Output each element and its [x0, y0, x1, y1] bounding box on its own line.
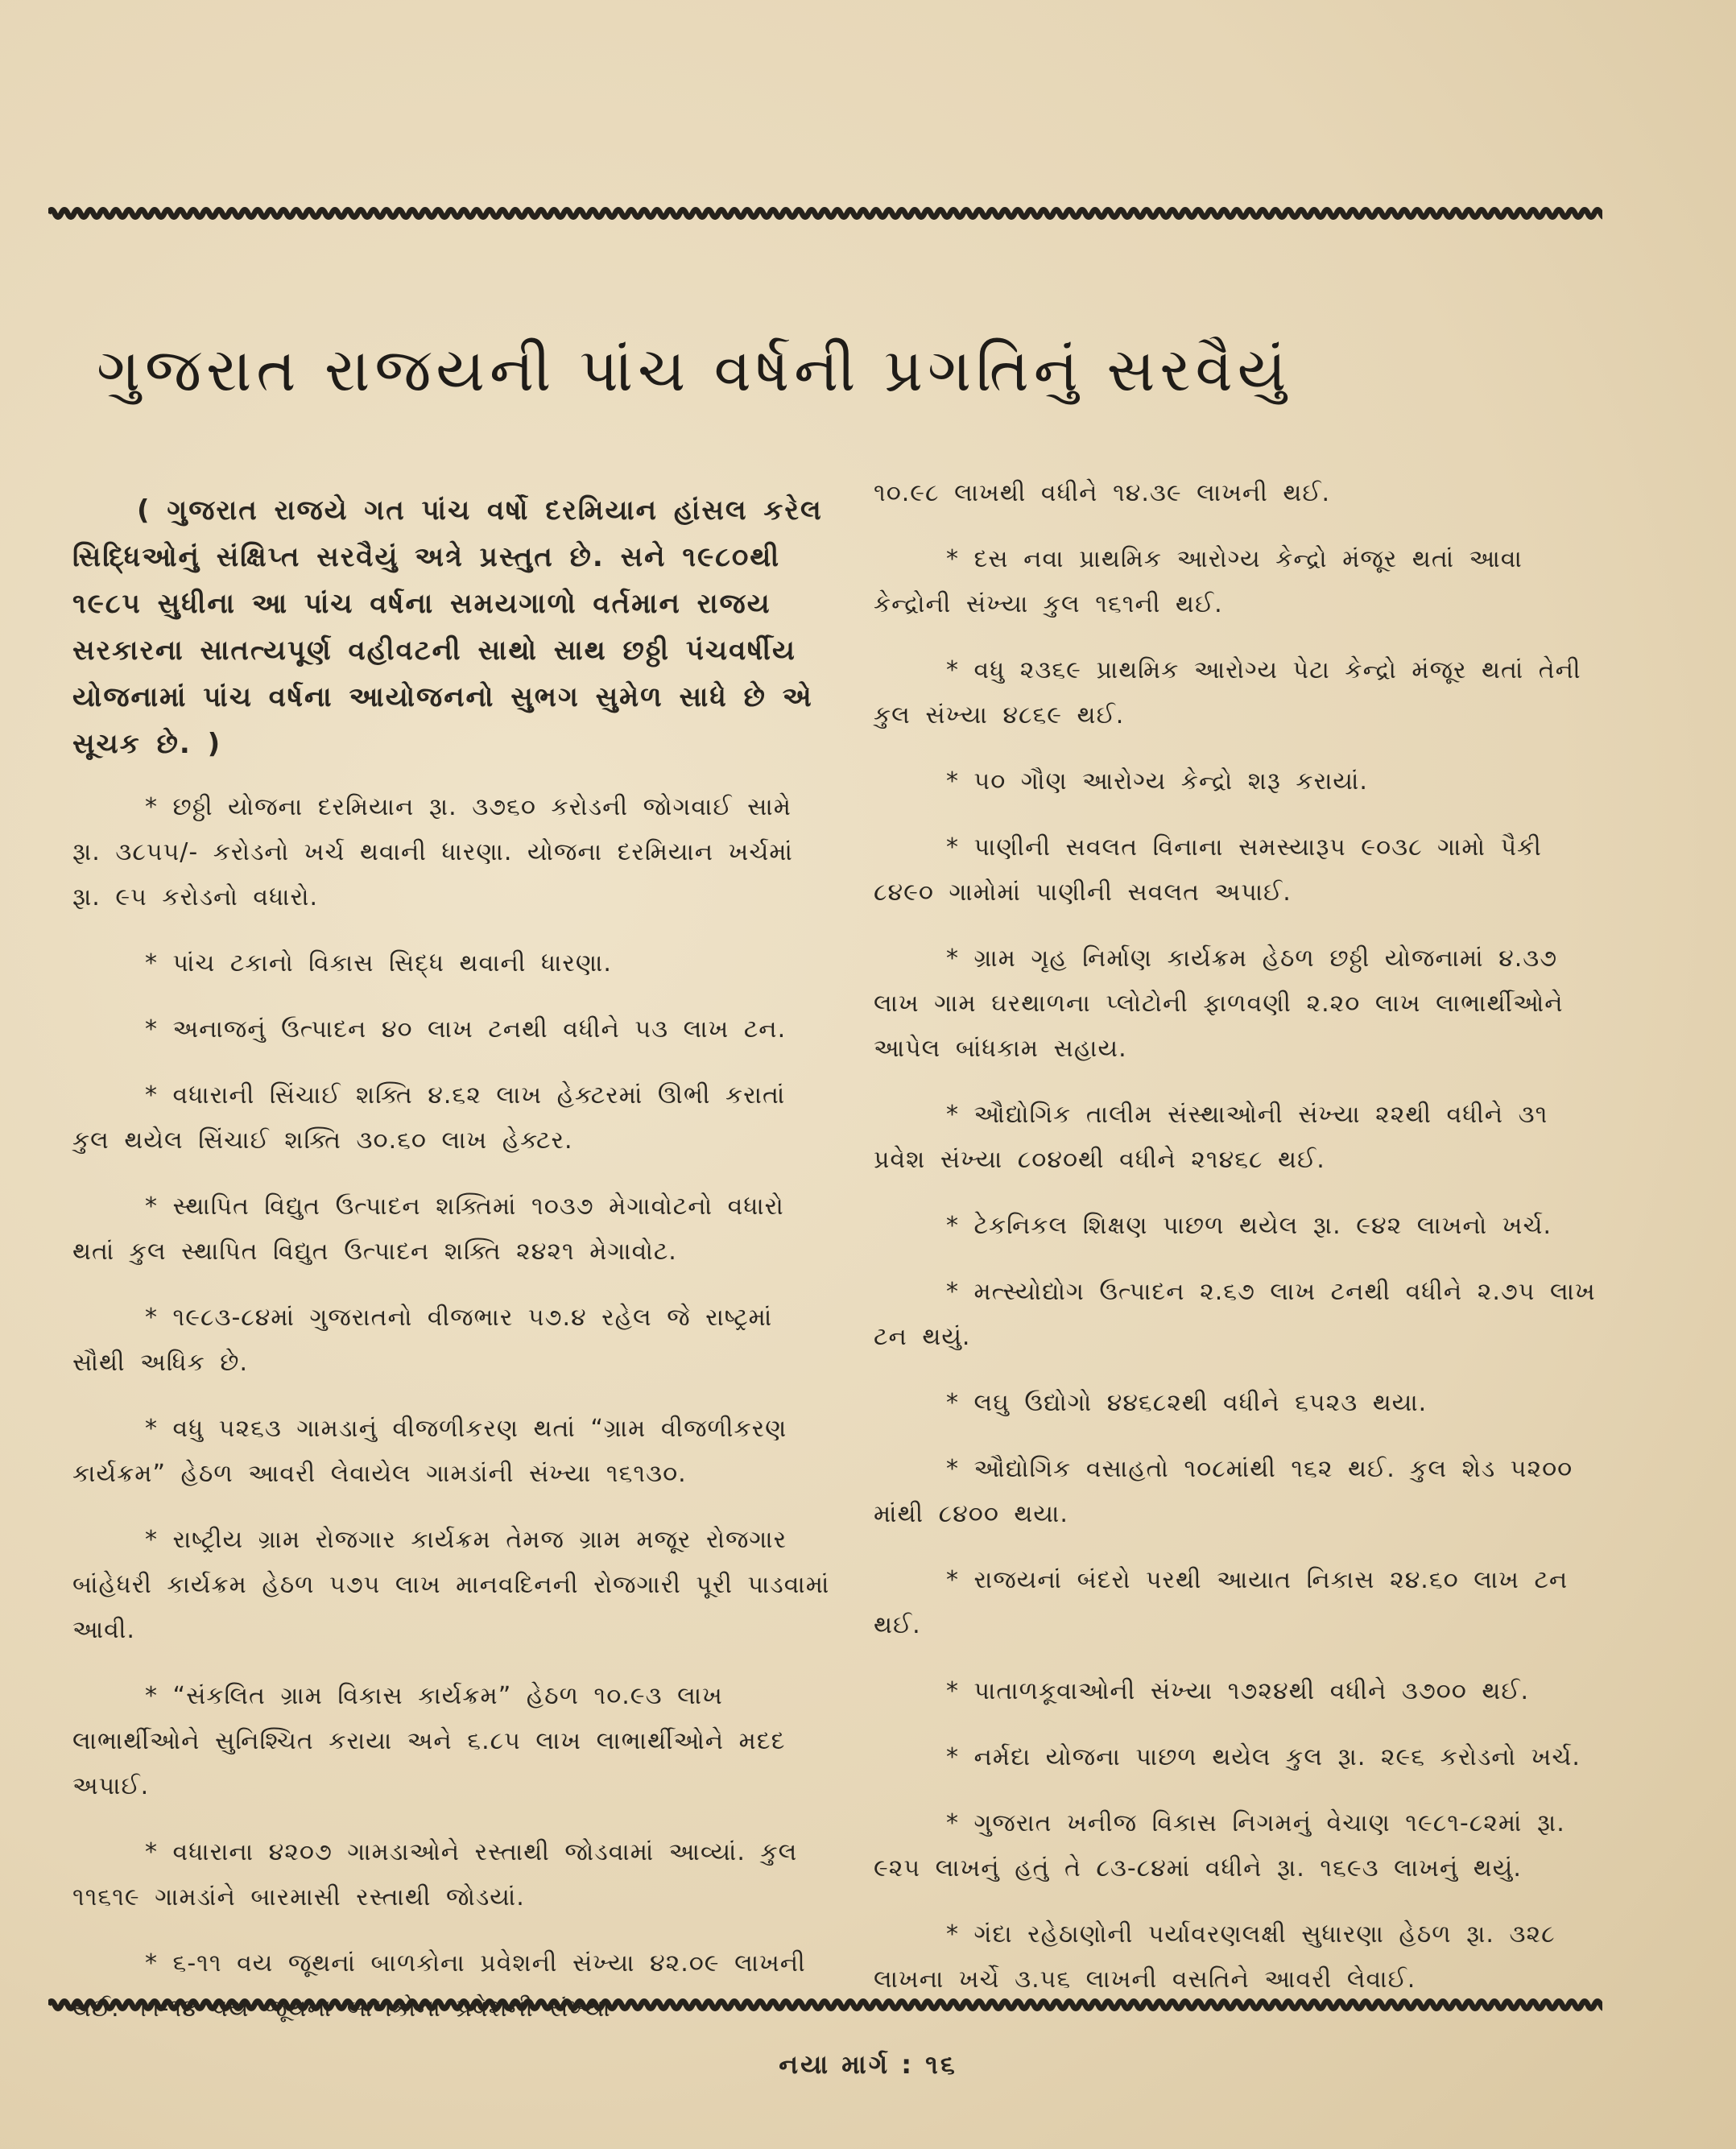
list-item: * દસ નવા પ્રાથમિક આરોગ્ય કેન્દ્રો મંજૂર થતાં આવા કેન્દ્રોની સંખ્યા કુલ ૧૬૧ની થઈ. — [874, 545, 1523, 618]
list-item: * “સંકલિત ગ્રામ વિકાસ કાર્યક્રમ” હેઠળ ૧૦.૯૩ લાખ લાભાર્થીઓને સુનિશ્ચિત કરાયા અને ૬.૮૫ લાખ લાભાર્થીઓને મદદ અપાઈ. — [72, 1682, 786, 1800]
left-column — [72, 471, 833, 2052]
list-item: * ટેકનિકલ શિક્ષણ પાછળ થયેલ રૂા. ૯૪૨ લાખનો ખર્ચ. — [946, 1212, 1552, 1240]
list-item: * વધુ ૨૩૬૯ પ્રાથમિક આરોગ્ય પેટા કેન્દ્રો મંજૂર થતાં તેની કુલ સંખ્યા ૪૮૬૯ થઈ. — [874, 656, 1581, 729]
list-item: * ઔદ્યોગિક તાલીમ સંસ્થાઓની સંખ્યા ૨૨થી વધીને ૩૧ પ્રવેશ સંખ્યા ૮૦૪૦થી વધીને ૨૧૪૬૮ થઈ. — [874, 1101, 1548, 1174]
list-item: * અનાજનું ઉત્પાદન ૪૦ લાખ ટનથી વધીને ૫૩ લાખ ટન. — [145, 1015, 787, 1044]
list-item: * વધારાની સિંચાઈ શક્તિ ૪.૬૨ લાખ હેક્ટરમાં ઊભી કરાતાં કુલ થયેલ સિંચાઈ શક્તિ ૩૦.૬૦ લાખ હેક્ટર. — [72, 1081, 786, 1155]
list-item: * સ્થાપિત વિદ્યુત ઉત્પાદન શક્તિમાં ૧૦૩૭ મેગાવોટનો વધારો થતાં કુલ સ્થાપિત વિદ્યુત ઉત્પાદન શક્તિ ૨૪૨૧ મેગાવોટ. — [72, 1192, 784, 1266]
list-item: * પાંચ ટકાનો વિકાસ સિદ્ધ થવાની ધારણા. — [145, 949, 612, 977]
list-item: * પાણીની સવલત વિનાના સમસ્યારૂપ ૯૦૩૮ ગામો પૈકી ૮૪૯૦ ગામોમાં પાણીની સવલત અપાઈ. — [874, 833, 1542, 907]
list-item: * ૧૯૮૩-૮૪માં ગુજરાતનો વીજભાર ૫૭.૪ રહેલ જે રાષ્ટ્રમાં સૌથી અધિક છે. — [72, 1304, 773, 1377]
list-item: * ગંદા રહેઠાણોની પર્યાવરણલક્ષી સુધારણા હેઠળ રૂા. ૩૨૮ લાખના ખર્ચે ૩.૫૬ લાખની વસતિને આવરી લેવાઈ. — [874, 1920, 1556, 1994]
right-column — [874, 471, 1598, 2023]
decorative-wavy-rule-bottom — [48, 1993, 1602, 2017]
intro-paragraph: ( ગુજરાત રાજયે ગત પાંચ વર્ષો દરમિયાન હાંસલ કરેલ સિદ્ધિઓનું સંક્ષિપ્ત સરવૈયું અત્રે પ્રસ્તુત છે. સને ૧૯૮૦થી ૧૯૮૫ સુધીના આ પાંચ વર્ષના સમયગાળો વર્તમાન રાજય સરકારના સાતત્યપૂર્ણ વહીવટની સાથો સાથ છઠ્ઠી પંચવર્ષીય યોજનામાં પાંચ વર્ષના આયોજનનો સુભગ સુમેળ સાધે છે એ સૂચક છે. ) — [72, 494, 823, 760]
list-item: * ૬-૧૧ વય જૂથનાં બાળકોના પ્રવેશની સંખ્યા ૪૨.૦૯ લાખની થઈ. ૧૧-૧૪ વય જૂથના બાળકોના પ્રવેશની સંખ્યા — [72, 1949, 806, 2023]
list-item: * વધારાના ૪૨૦૭ ગામડાઓને રસ્તાથી જોડવામાં આવ્યાં. કુલ ૧૧૬૧૯ ગામડાંને બારમાસી રસ્તાથી જોડયાં. — [72, 1838, 798, 1911]
list-item: * ગુજરાત ખનીજ વિકાસ નિગમનું વેચાણ ૧૯૮૧-૮૨માં રૂા. ૯૨૫ લાખનું હતું તે ૮૩-૮૪માં વધીને રૂા. ૧૬૯૩ લાખનું થયું. — [874, 1809, 1565, 1882]
decorative-wavy-rule-top — [48, 201, 1602, 225]
list-item: * મત્સ્યોદ્યોગ ઉત્પાદન ૨.૬૭ લાખ ટનથી વધીને ૨.૭૫ લાખ ટન થયું. — [874, 1278, 1596, 1351]
page-title: ગુજરાત રાજયની પાંચ વર્ષની પ્રગતિનું સરવૈયું — [97, 335, 1292, 405]
list-item: * ગ્રામ ગૃહ નિર્માણ કાર્યક્રમ હેઠળ છઠ્ઠી યોજનામાં ૪.૩૭ લાખ ગામ ઘરથાળના પ્લોટોની ફાળવણી ૨.૨૦ લાખ લાભાર્થીઓને આપેલ બાંધકામ સહાય. — [874, 944, 1564, 1063]
list-item: * પાતાળકૂવાઓની સંખ્યા ૧૭૨૪થી વધીને ૩૭૦૦ થઈ. — [946, 1677, 1530, 1705]
continued-text: ૧૦.૯૮ લાખથી વધીને ૧૪.૩૯ લાખની થઈ. — [874, 479, 1331, 507]
page-footer: નયા માર્ગ : ૧૬ — [779, 2049, 957, 2080]
list-item: * રાજયનાં બંદરો પરથી આયાત નિકાસ ૨૪.૬૦ લાખ ટન થઈ. — [874, 1566, 1569, 1639]
list-item: * છઠ્ઠી યોજના દરમિયાન રૂા. ૩૭૬૦ કરોડની જોગવાઈ સામે રૂા. ૩૮૫૫/- કરોડનો ખર્ચ થવાની ધારણા. યોજના દરમિયાન ખર્ચમાં રૂા. ૯૫ કરોડનો વધારો. — [72, 793, 793, 911]
list-item: * નર્મદા યોજના પાછળ થયેલ કુલ રૂા. ૨૯૬ કરોડનો ખર્ચ. — [946, 1743, 1581, 1771]
list-item: * ૫૦ ગૌણ આરોગ્ય કેન્દ્રો શરૂ કરાયાં. — [946, 767, 1368, 796]
list-item: * રાષ્ટ્રીય ગ્રામ રોજગાર કાર્યક્રમ તેમજ ગ્રામ મજૂર રોજગાર બાંહેધરી કાર્યક્રમ હેઠળ ૫૭૫ લાખ માનવદિનની રોજગારી પૂરી પાડવામાં આવી. — [72, 1526, 830, 1644]
list-item: * લઘુ ઉદ્યોગો ૪૪૬૮૨થી વધીને ૬૫૨૩ થયા. — [946, 1389, 1428, 1417]
list-item: * ઔદ્યોગિક વસાહતો ૧૦૮માંથી ૧૬૨ થઈ. કુલ શેડ ૫૨૦૦ માંથી ૮૪૦૦ થયા. — [874, 1455, 1573, 1528]
list-item: * વધુ ૫૨૬૩ ગામડાનું વીજળીકરણ થતાં “ગ્રામ વીજળીકરણ કાર્યક્રમ” હેઠળ આવરી લેવાયેલ ગામડાંની સંખ્યા ૧૬૧૩૦. — [72, 1415, 787, 1488]
